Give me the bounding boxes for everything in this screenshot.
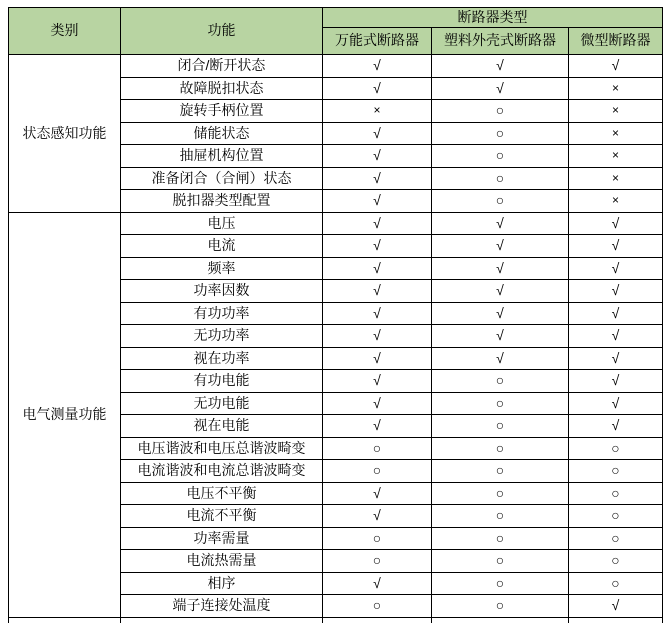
value-cell: √	[432, 325, 569, 348]
value-cell: ○	[569, 460, 663, 483]
value-cell: ×	[569, 145, 663, 168]
value-cell: ○	[432, 100, 569, 123]
value-cell: ○	[432, 482, 569, 505]
value-cell: √	[323, 572, 432, 595]
function-cell: 电流不平衡	[121, 505, 323, 528]
value-cell: √	[323, 392, 432, 415]
function-cell: 频率	[121, 257, 323, 280]
value-cell: √	[569, 212, 663, 235]
value-cell: ○	[432, 122, 569, 145]
value-cell: √	[323, 347, 432, 370]
clipped-cell	[569, 617, 663, 623]
function-cell: 闭合/断开状态	[121, 55, 323, 78]
function-cell: 有功功率	[121, 302, 323, 325]
function-cell: 故障脱扣状态	[121, 77, 323, 100]
value-cell: ○	[569, 550, 663, 573]
value-cell: ○	[432, 437, 569, 460]
header-category: 类别	[9, 8, 121, 55]
value-cell: ○	[432, 550, 569, 573]
value-cell: √	[432, 347, 569, 370]
function-cell: 端子连接处温度	[121, 595, 323, 618]
function-cell: 功率因数	[121, 280, 323, 303]
value-cell: √	[323, 325, 432, 348]
clipped-cell	[323, 617, 432, 623]
value-cell: √	[432, 257, 569, 280]
table-row	[9, 212, 663, 235]
value-cell: √	[432, 212, 569, 235]
function-cell: 旋转手柄位置	[121, 100, 323, 123]
header-breaker-type-1: 塑料外壳式断路器	[432, 28, 569, 55]
table-body	[9, 55, 663, 623]
value-cell: √	[323, 77, 432, 100]
value-cell: ×	[569, 100, 663, 123]
value-cell: ×	[323, 100, 432, 123]
clipped-row	[9, 617, 663, 623]
function-cell: 视在功率	[121, 347, 323, 370]
value-cell: √	[323, 415, 432, 438]
value-cell: ○	[323, 595, 432, 618]
header-breaker-type-2: 微型断路器	[569, 28, 663, 55]
value-cell: ○	[432, 595, 569, 618]
value-cell: ○	[432, 415, 569, 438]
value-cell: √	[569, 257, 663, 280]
value-cell: √	[432, 280, 569, 303]
function-cell: 有功电能	[121, 370, 323, 393]
value-cell: √	[323, 145, 432, 168]
value-cell: ○	[432, 527, 569, 550]
clipped-cell	[121, 617, 323, 623]
value-cell: ○	[569, 505, 663, 528]
value-cell: ○	[432, 145, 569, 168]
value-cell: √	[323, 167, 432, 190]
value-cell: √	[569, 347, 663, 370]
value-cell: ○	[323, 550, 432, 573]
function-cell: 无功功率	[121, 325, 323, 348]
header-function: 功能	[121, 8, 323, 55]
value-cell: ○	[432, 572, 569, 595]
clipped-cell	[9, 617, 121, 623]
value-cell: √	[323, 190, 432, 213]
value-cell: ○	[432, 505, 569, 528]
function-cell: 准备闭合（合闸）状态	[121, 167, 323, 190]
category-cell-1: 电气测量功能	[9, 212, 121, 617]
function-cell: 相序	[121, 572, 323, 595]
value-cell: √	[323, 235, 432, 258]
function-cell: 电压	[121, 212, 323, 235]
value-cell: √	[323, 302, 432, 325]
value-cell: ○	[569, 527, 663, 550]
value-cell: ×	[569, 122, 663, 145]
function-cell: 功率需量	[121, 527, 323, 550]
header-breaker-type-0: 万能式断路器	[323, 28, 432, 55]
value-cell: √	[569, 392, 663, 415]
value-cell: ○	[569, 572, 663, 595]
value-cell: √	[323, 482, 432, 505]
table-header	[9, 8, 663, 55]
function-cell: 电流热需量	[121, 550, 323, 573]
value-cell: √	[569, 302, 663, 325]
value-cell: √	[432, 55, 569, 78]
value-cell: √	[569, 415, 663, 438]
header-row-main	[9, 8, 663, 28]
value-cell: √	[323, 280, 432, 303]
function-cell: 无功电能	[121, 392, 323, 415]
function-cell: 储能状态	[121, 122, 323, 145]
value-cell: √	[432, 235, 569, 258]
value-cell: ×	[569, 77, 663, 100]
value-cell: ×	[569, 167, 663, 190]
function-cell: 电压谐波和电压总谐波畸变	[121, 437, 323, 460]
value-cell: ×	[569, 190, 663, 213]
value-cell: ○	[432, 190, 569, 213]
value-cell: √	[569, 235, 663, 258]
value-cell: √	[432, 77, 569, 100]
category-cell-0: 状态感知功能	[9, 55, 121, 213]
value-cell: √	[569, 55, 663, 78]
value-cell: √	[323, 257, 432, 280]
value-cell: ○	[432, 392, 569, 415]
value-cell: √	[323, 122, 432, 145]
value-cell: ○	[569, 437, 663, 460]
value-cell: ○	[432, 460, 569, 483]
function-cell: 电压不平衡	[121, 482, 323, 505]
function-cell: 视在电能	[121, 415, 323, 438]
value-cell: √	[432, 302, 569, 325]
value-cell: ○	[432, 167, 569, 190]
value-cell: ○	[323, 460, 432, 483]
value-cell: ○	[432, 370, 569, 393]
value-cell: √	[569, 280, 663, 303]
value-cell: ○	[323, 527, 432, 550]
table-row	[9, 55, 663, 78]
value-cell: √	[323, 212, 432, 235]
value-cell: ○	[569, 482, 663, 505]
value-cell: √	[323, 505, 432, 528]
header-breaker-type: 断路器类型	[323, 8, 663, 28]
value-cell: √	[323, 55, 432, 78]
value-cell: √	[569, 325, 663, 348]
function-cell: 抽屉机构位置	[121, 145, 323, 168]
breaker-function-table	[8, 7, 663, 623]
function-cell: 脱扣器类型配置	[121, 190, 323, 213]
value-cell: √	[323, 370, 432, 393]
function-cell: 电流	[121, 235, 323, 258]
clipped-cell	[432, 617, 569, 623]
function-cell: 电流谐波和电流总谐波畸变	[121, 460, 323, 483]
value-cell: √	[569, 370, 663, 393]
value-cell: ○	[323, 437, 432, 460]
value-cell: √	[569, 595, 663, 618]
